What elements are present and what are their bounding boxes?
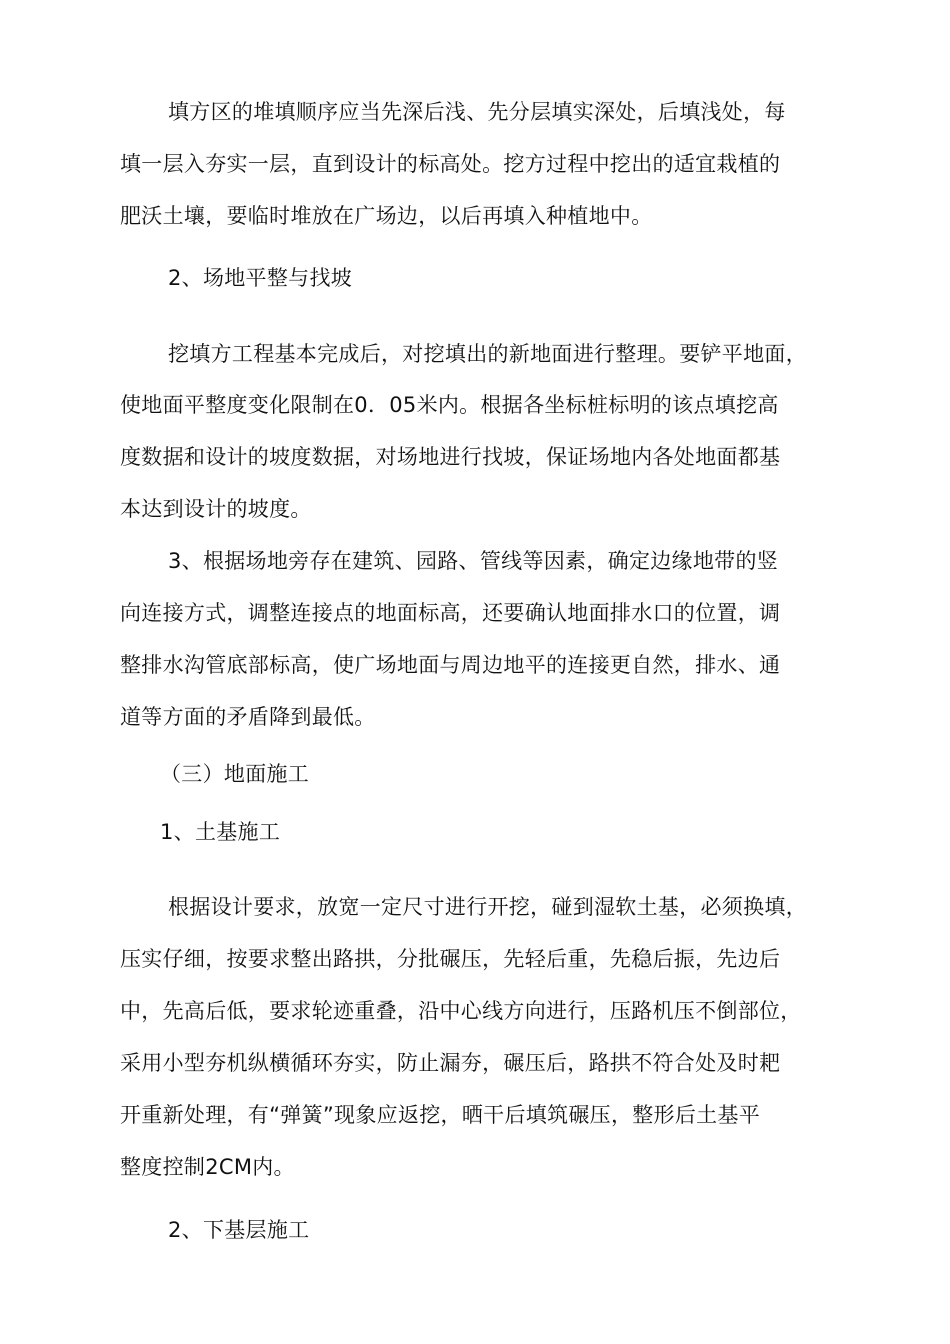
paragraph-line: 使地面平整度变化限制在0．05米内。根据各坐标桩标明的该点填挖高 <box>120 393 779 417</box>
paragraph-line: 采用小型夯机纵横循环夯实，防止漏夯，碾压后，路拱不符合处及时耙 <box>120 1051 781 1075</box>
paragraph-line: 度数据和设计的坡度数据，对场地进行找坡，保证场地内各处地面都基 <box>120 445 781 469</box>
paragraph-line: 填一层入夯实一层，直到设计的标高处。挖方过程中挖出的适宜栽植的 <box>120 152 781 176</box>
paragraph-line: 整排水沟管底部标高，使广场地面与周边地平的连接更自然，排水、通 <box>120 653 781 677</box>
paragraph-line: 向连接方式，调整连接点的地面标高，还要确认地面排水口的位置，调 <box>120 601 781 625</box>
paragraph-line: 挖填方工程基本完成后，对挖填出的新地面进行整理。要铲平地面， <box>168 342 807 366</box>
paragraph-line: 道等方面的矛盾降到最低。 <box>120 705 376 729</box>
paragraph-line: 整度控制2CM内。 <box>120 1155 295 1179</box>
paragraph-line: 3、根据场地旁存在建筑、园路、管线等因素，确定边缘地带的竖 <box>168 549 779 573</box>
section-heading: （三）地面施工 <box>160 762 310 786</box>
paragraph-line: 中，先高后低，要求轮迹重叠，沿中心线方向进行，压路机压不倒部位， <box>120 999 802 1023</box>
paragraph-line: 压实仔细，按要求整出路拱，分批碾压，先轻后重，先稳后振，先边后 <box>120 947 781 971</box>
paragraph-line: 根据设计要求，放宽一定尺寸进行开挖，碰到湿软土基，必须换填， <box>168 895 807 919</box>
paragraph-line: 本达到设计的坡度。 <box>120 497 312 521</box>
paragraph-line: 开重新处理，有“弹簧”现象应返挖，晒干后填筑碾压，整形后土基平 <box>120 1103 761 1127</box>
section-heading: 1、土基施工 <box>160 820 281 844</box>
paragraph-line: 填方区的堆填顺序应当先深后浅、先分层填实深处，后填浅处，每 <box>168 100 786 124</box>
section-heading: 2、场地平整与找坡 <box>168 266 353 290</box>
section-heading: 2、下基层施工 <box>168 1218 310 1242</box>
paragraph-line: 肥沃土壤，要临时堆放在广场边，以后再填入种植地中。 <box>120 204 653 228</box>
